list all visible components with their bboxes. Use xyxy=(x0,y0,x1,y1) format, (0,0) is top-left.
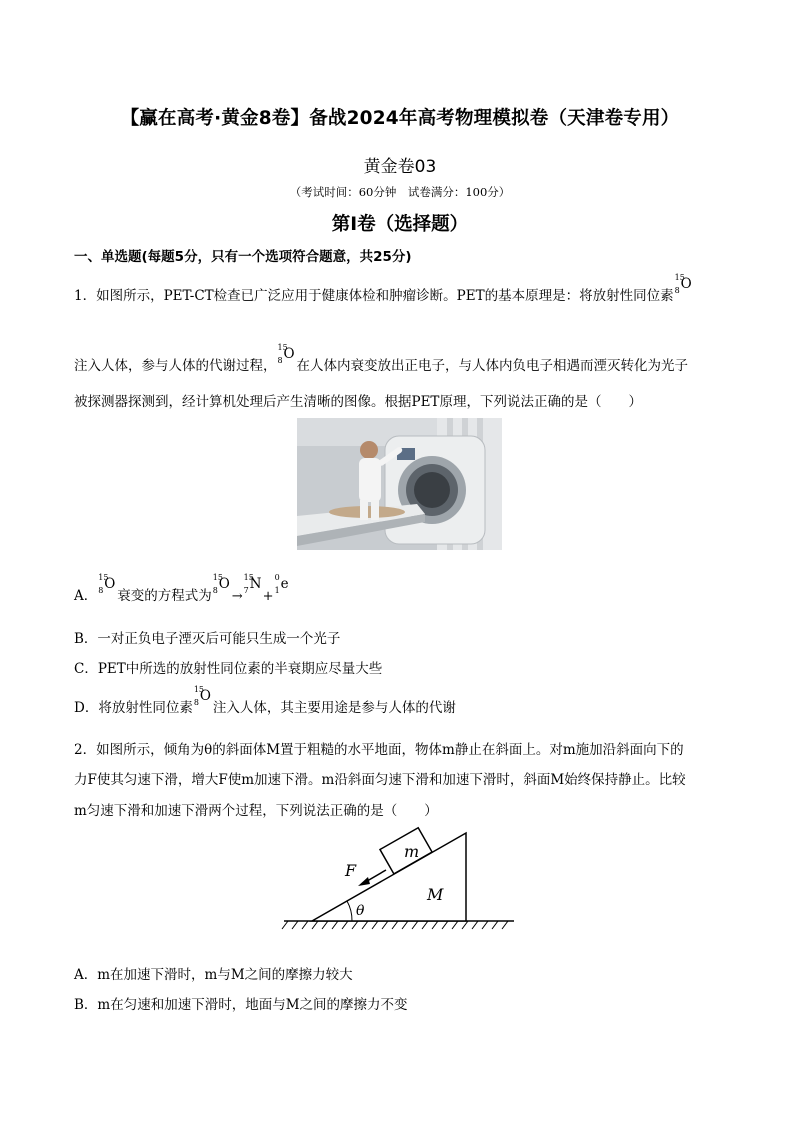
q1-line-2: 注入人体，参与人体的代谢过程， 15 8 O 在人体内衰变放出正电子，与人体内负电子相遇而湮灭转化为光子 xyxy=(74,343,688,374)
q1-option-a: A． 15 8 O 衰变的方程式为 15 8 O → 15 7 N + 0 1 e xyxy=(74,582,294,604)
decay-equation: 15 8 O → 15 7 N + 0 1 e xyxy=(212,573,289,604)
label-theta: θ xyxy=(356,903,365,919)
section-heading: 一、单选题(每题5分，只有一个选项符合题意，共25分) xyxy=(74,249,412,265)
part-title: 第I卷（选择题） xyxy=(331,214,469,235)
q2-line-1: 2．如图所示，倾角为θ的斜面体M置于粗糙的水平地面，物体m静止在斜面上。对m施加沿斜面向下的 xyxy=(74,742,684,758)
q1-line-1: 1．如图所示，PET-CT检查已广泛应用于健康体检和肿瘤诊断。PET的基本原理是：将放射性同位素 15 8 O xyxy=(74,273,692,304)
incline-diagram xyxy=(280,825,520,940)
q2-line-3: m匀速下滑和加速下滑两个过程，下列说法正确的是（ ） xyxy=(74,803,438,819)
q1-option-c: C．PET中所选的放射性同位素的半衰期应尽量大些 xyxy=(74,661,383,677)
page-title: 【赢在高考·黄金8卷】备战2024年高考物理模拟卷（天津卷专用） xyxy=(120,108,680,129)
isotope-o15: 15 8 O xyxy=(674,273,692,295)
q2-line-2: 力F使其匀速下滑，增大F使m加速下滑。m沿斜面匀速下滑和加速下滑时，斜面M始终保持静止。比较 xyxy=(74,772,686,788)
isotope-o15: 15 8 O xyxy=(98,573,116,595)
ground-hatch xyxy=(282,921,508,929)
q1-line-3: 被探测器探测到，经计算机处理后产生清晰的图像。根据PET原理，下列说法正确的是（ ） xyxy=(74,394,642,410)
q2-option-a: A．m在加速下滑时，m与M之间的摩擦力较大 xyxy=(74,967,353,983)
label-big-m: M xyxy=(427,885,444,904)
q1-option-d: D．将放射性同位素 15 8 O 注入人体，其主要用途是参与人体的代谢 xyxy=(74,685,456,716)
isotope-o15: 15 8 O xyxy=(277,343,295,365)
isotope-o15: 15 8 O xyxy=(193,685,211,707)
label-m: m xyxy=(404,842,420,861)
q2-option-b: B．m在匀速和加速下滑时，地面与M之间的摩擦力不变 xyxy=(74,997,408,1013)
pet-ct-photo xyxy=(297,418,502,550)
label-f: F xyxy=(345,861,357,880)
force-arrow-head xyxy=(358,877,370,886)
exam-note: （考试时间：60分钟 试卷满分：100分） xyxy=(289,185,511,199)
page-subtitle: 黄金卷03 xyxy=(363,157,437,177)
q1-option-b: B．一对正负电子湮灭后可能只生成一个光子 xyxy=(74,631,341,647)
